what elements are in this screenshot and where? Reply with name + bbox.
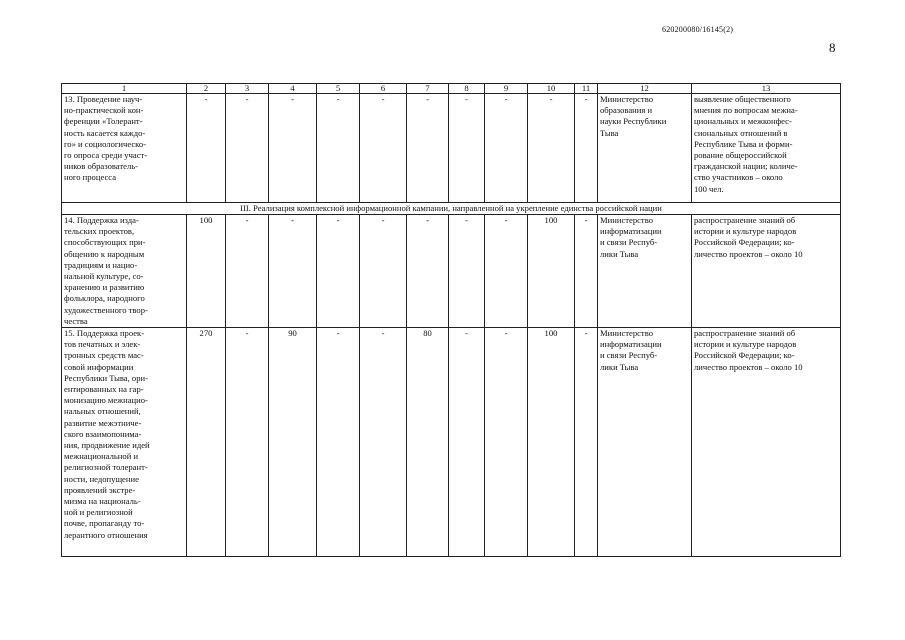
table-cell: -	[485, 94, 528, 203]
result-cell: выявление общественного мнения по вопросам межна- циональных и межконфес- сиональных отношений в Республике Тыва и форми- рование общероссийской гражданской нации; количе- ство участников – около 100 чел.	[692, 94, 841, 203]
table-cell: -	[226, 94, 269, 203]
table-cell: -	[407, 215, 449, 328]
column-header: 11	[575, 84, 598, 94]
table-cell: -	[317, 94, 360, 203]
section-row	[62, 203, 841, 215]
column-header: 3	[226, 84, 269, 94]
table-cell: 270	[187, 328, 226, 557]
table-cell: -	[226, 328, 269, 557]
table-cell: 90	[269, 328, 317, 557]
table-cell: -	[528, 94, 575, 203]
executor-cell: Министерство информатизации и связи Респуб- лики Тыва	[598, 215, 692, 328]
table-cell: -	[226, 215, 269, 328]
result-cell: распространение знаний об истории и культуре народов Российской Федерации; ко- личество проектов – около 10	[692, 215, 841, 328]
executor-cell: Министерство информатизации и связи Респуб- лики Тыва	[598, 328, 692, 557]
table-cell: -	[360, 94, 407, 203]
column-header: 4	[269, 84, 317, 94]
result-cell: распространение знаний об истории и культуре народов Российской Федерации; ко- личество проектов – около 10	[692, 328, 841, 557]
table-cell: -	[575, 215, 598, 328]
document-id: 620200080/16145(2)	[662, 25, 734, 34]
table-cell: -	[449, 215, 485, 328]
table-cell: -	[575, 94, 598, 203]
table-cell: 100	[528, 215, 575, 328]
header-row	[62, 84, 841, 94]
program-table	[61, 83, 841, 557]
table-cell: -	[449, 328, 485, 557]
table-cell: -	[360, 328, 407, 557]
table-cell: -	[575, 328, 598, 557]
executor-cell: Министерство образования и науки Республики Тыва	[598, 94, 692, 203]
table-cell: -	[360, 215, 407, 328]
column-header: 5	[317, 84, 360, 94]
table-cell: -	[485, 215, 528, 328]
column-header: 7	[407, 84, 449, 94]
measure-cell: 14. Поддержка изда- тельских проектов, способствующих при- общению к народным традициям и нацио- нальной культуре, со- хранению и развитию фольклора, народного художественного твор- чества	[62, 215, 187, 328]
table-cell: -	[269, 94, 317, 203]
table-cell: 100	[187, 215, 226, 328]
section-heading: III. Реализация комплексной информационной кампании, направленной на укрепление единства российской нации	[62, 203, 841, 215]
table-row	[62, 215, 841, 328]
table-cell: 100	[528, 328, 575, 557]
measure-cell: 13. Проведение науч- но-практической кон- ференции «Толерант- ность касается каждо- го» и социологическо- го опроса среди участ- ников образователь- ного процесса	[62, 94, 187, 203]
page-number: 8	[829, 40, 836, 55]
column-header: 8	[449, 84, 485, 94]
table-row	[62, 94, 841, 203]
column-header: 2	[187, 84, 226, 94]
measure-cell: 15. Поддержка проек- тов печатных и элек- тронных средств мас- совой информации Республики Тыва, ори- ентированных на гар- монизацию межнацио- нальных отношений, развитие межэтниче- ского взаимопонима- ния, продвижение идей межнациональной и религиозной толерант- ности, недопущение проявлений экстре- мизма на националь- ной и религиозной почве, пропаганду то- лерантного отношения	[62, 328, 187, 557]
table-cell: -	[317, 215, 360, 328]
table-cell: 80	[407, 328, 449, 557]
table-cell: -	[187, 94, 226, 203]
column-header: 10	[528, 84, 575, 94]
table-cell: -	[317, 328, 360, 557]
column-header: 9	[485, 84, 528, 94]
column-header: 12	[598, 84, 692, 94]
table-row	[62, 328, 841, 557]
column-header: 1	[62, 84, 187, 94]
table-cell: -	[449, 94, 485, 203]
table-cell: -	[485, 328, 528, 557]
column-header: 6	[360, 84, 407, 94]
column-header: 13	[692, 84, 841, 94]
table-cell: -	[407, 94, 449, 203]
table-cell: -	[269, 215, 317, 328]
